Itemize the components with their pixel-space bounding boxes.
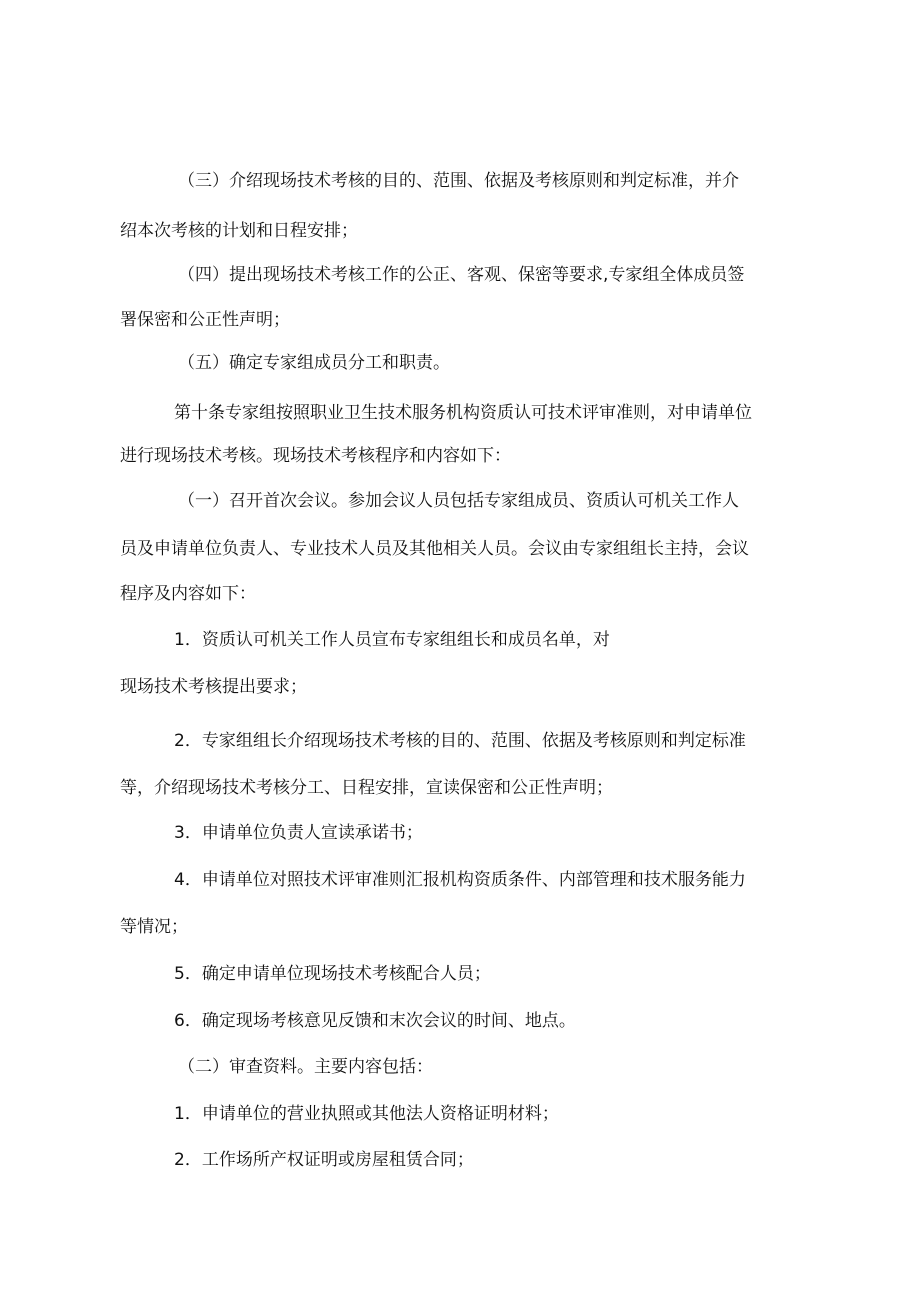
text-line: （二）审查资料。主要内容包括： <box>178 1057 433 1077</box>
text-line: 4．申请单位对照技术评审准则汇报机构资质条件、内部管理和技术服务能力 <box>174 870 746 890</box>
text-line: 1．申请单位的营业执照或其他法人资格证明材料； <box>174 1104 559 1124</box>
text-line: 现场技术考核提出要求； <box>120 677 307 697</box>
text-line: （三）介绍现场技术考核的目的、范围、依据及考核原则和判定标准，并介 <box>178 171 739 191</box>
text-line: 等情况； <box>120 917 188 937</box>
text-line: 第十条专家组按照职业卫生技术服务机构资质认可技术评审准则，对申请单位 <box>174 403 752 423</box>
text-line: 员及申请单位负责人、专业技术人员及其他相关人员。会议由专家组组长主持，会议 <box>120 539 749 559</box>
text-line: （一）召开首次会议。参加会议人员包括专家组成员、资质认可机关工作人 <box>178 491 739 511</box>
text-line: 2．工作场所产权证明或房屋租赁合同； <box>174 1150 474 1170</box>
text-line: 5．确定申请单位现场技术考核配合人员； <box>174 964 491 984</box>
text-line: 程序及内容如下： <box>120 584 256 604</box>
text-line: 2．专家组组长介绍现场技术考核的目的、范围、依据及考核原则和判定标准 <box>174 731 746 751</box>
text-line: 3．申请单位负责人宣读承诺书； <box>174 823 423 843</box>
text-line: 1．资质认可机关工作人员宣布专家组组长和成员名单，对 <box>174 630 610 650</box>
text-line: （五）确定专家组成员分工和职责。 <box>178 353 450 373</box>
text-line: 进行现场技术考核。现场技术考核程序和内容如下： <box>120 446 511 466</box>
text-line: （四）提出现场技术考核工作的公正、客观、保密等要求,专家组全体成员签 <box>178 265 745 285</box>
text-line: 等，介绍现场技术考核分工、日程安排，宣读保密和公正性声明； <box>120 778 613 798</box>
text-line: 6．确定现场考核意见反馈和末次会议的时间、地点。 <box>174 1011 576 1031</box>
text-line: 绍本次考核的计划和日程安排； <box>120 221 358 241</box>
text-line: 署保密和公正性声明； <box>120 310 290 330</box>
